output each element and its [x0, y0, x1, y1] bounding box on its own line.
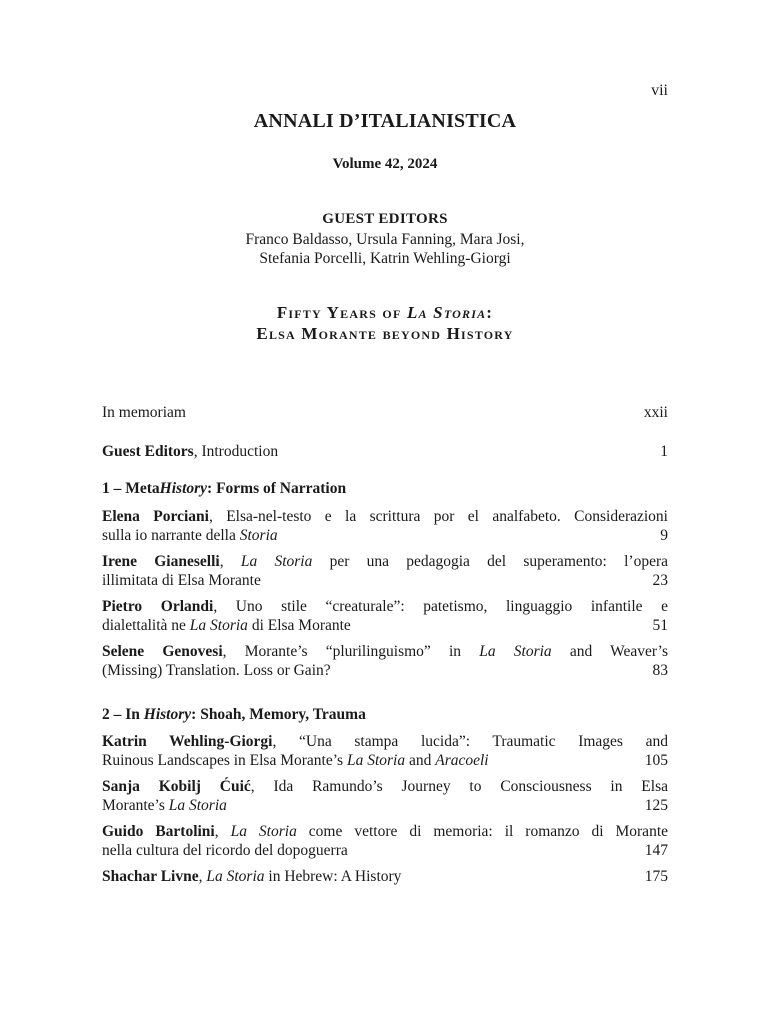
page-number: vii: [651, 82, 668, 99]
toc-page: 105: [644, 752, 668, 769]
issue-title-italic: La Storia: [406, 303, 487, 322]
toc-entry[interactable]: Pietro Orlandi, Uno stile “creaturale”: patetismo, linguaggio infantile e dialettalità ne La Storia di Elsa Morante 51: [102, 598, 668, 634]
toc-in-memoriam[interactable]: [102, 403, 668, 423]
toc-page: 175: [644, 868, 668, 885]
toc-title: , Introduction: [193, 443, 279, 460]
toc-entry[interactable]: Irene Gianeselli, La Storia per una pedagogia del superamento: l’opera illimitata di Elsa Morante 23: [102, 553, 668, 589]
toc-page: 51: [652, 617, 668, 634]
volume-label: Volume 42, 2024: [332, 156, 438, 172]
toc-page: xxii: [643, 404, 668, 421]
issue-title-pre: Fifty Years of: [276, 303, 407, 322]
toc-author: Guido Bartolini: [102, 823, 215, 840]
toc-author: Shachar Livne: [102, 868, 199, 885]
toc-page: 1: [660, 443, 668, 460]
toc-page: 125: [644, 797, 668, 814]
toc-title: In memoriam: [102, 404, 186, 421]
toc-entry[interactable]: Shachar Livne, La Storia in Hebrew: A History 175: [102, 868, 668, 885]
toc-page: 23: [652, 572, 668, 589]
section-heading-1: 1 – MetaHistory: Forms of Narration: [102, 480, 347, 497]
section-heading-2: 2 – In History: Shoah, Memory, Trauma: [102, 706, 366, 723]
toc-page: 147: [644, 842, 668, 859]
table-of-contents: [102, 0, 668, 1024]
issue-subtitle: Elsa Morante beyond History: [256, 324, 514, 343]
toc-entry[interactable]: Selene Genovesi, Morante’s “plurilinguismo” in La Storia and Weaver’s (Missing) Translation. Loss or Gain? 83: [102, 643, 668, 679]
toc-author: Katrin Wehling-Giorgi: [102, 733, 273, 750]
editors-line: Franco Baldasso, Ursula Fanning, Mara Josi,: [245, 231, 525, 248]
toc-author: Sanja Kobilj Ćuić: [102, 778, 251, 795]
toc-entry[interactable]: Katrin Wehling-Giorgi, “Una stampa lucida”: Traumatic Images and Ruinous Landscapes in Elsa Morante’s La Storia and Aracoeli 105: [102, 733, 668, 769]
toc-author: Selene Genovesi: [102, 643, 223, 660]
toc-introduction[interactable]: [102, 442, 668, 462]
toc-page: 9: [660, 527, 668, 544]
toc-author: Pietro Orlandi: [102, 598, 214, 615]
issue-title-post: :: [486, 303, 494, 322]
journal-title: ANNALI D’ITALIANISTICA: [253, 110, 517, 132]
toc-page: 83: [652, 662, 668, 679]
toc-entry[interactable]: Sanja Kobilj Ćuić, Ida Ramundo’s Journey to Consciousness in Elsa Morante’s La Storia 125: [102, 778, 668, 814]
toc-entry[interactable]: Guido Bartolini, La Storia come vettore di memoria: il romanzo di Morante nella cultura del ricordo del dopoguerra 147: [102, 823, 669, 859]
toc-author: Guest Editors: [102, 443, 194, 460]
toc-entry[interactable]: Elena Porciani, Elsa-nel-testo e la scrittura por el analfabeto. Considerazioni sulla io narrante della Storia 9: [102, 508, 668, 544]
guest-editors-heading: GUEST EDITORS: [322, 211, 448, 227]
toc-author: Irene Gianeselli: [102, 553, 220, 570]
toc-author: Elena Porciani: [102, 508, 209, 525]
editors-line: Stefania Porcelli, Katrin Wehling-Giorgi: [259, 250, 511, 267]
